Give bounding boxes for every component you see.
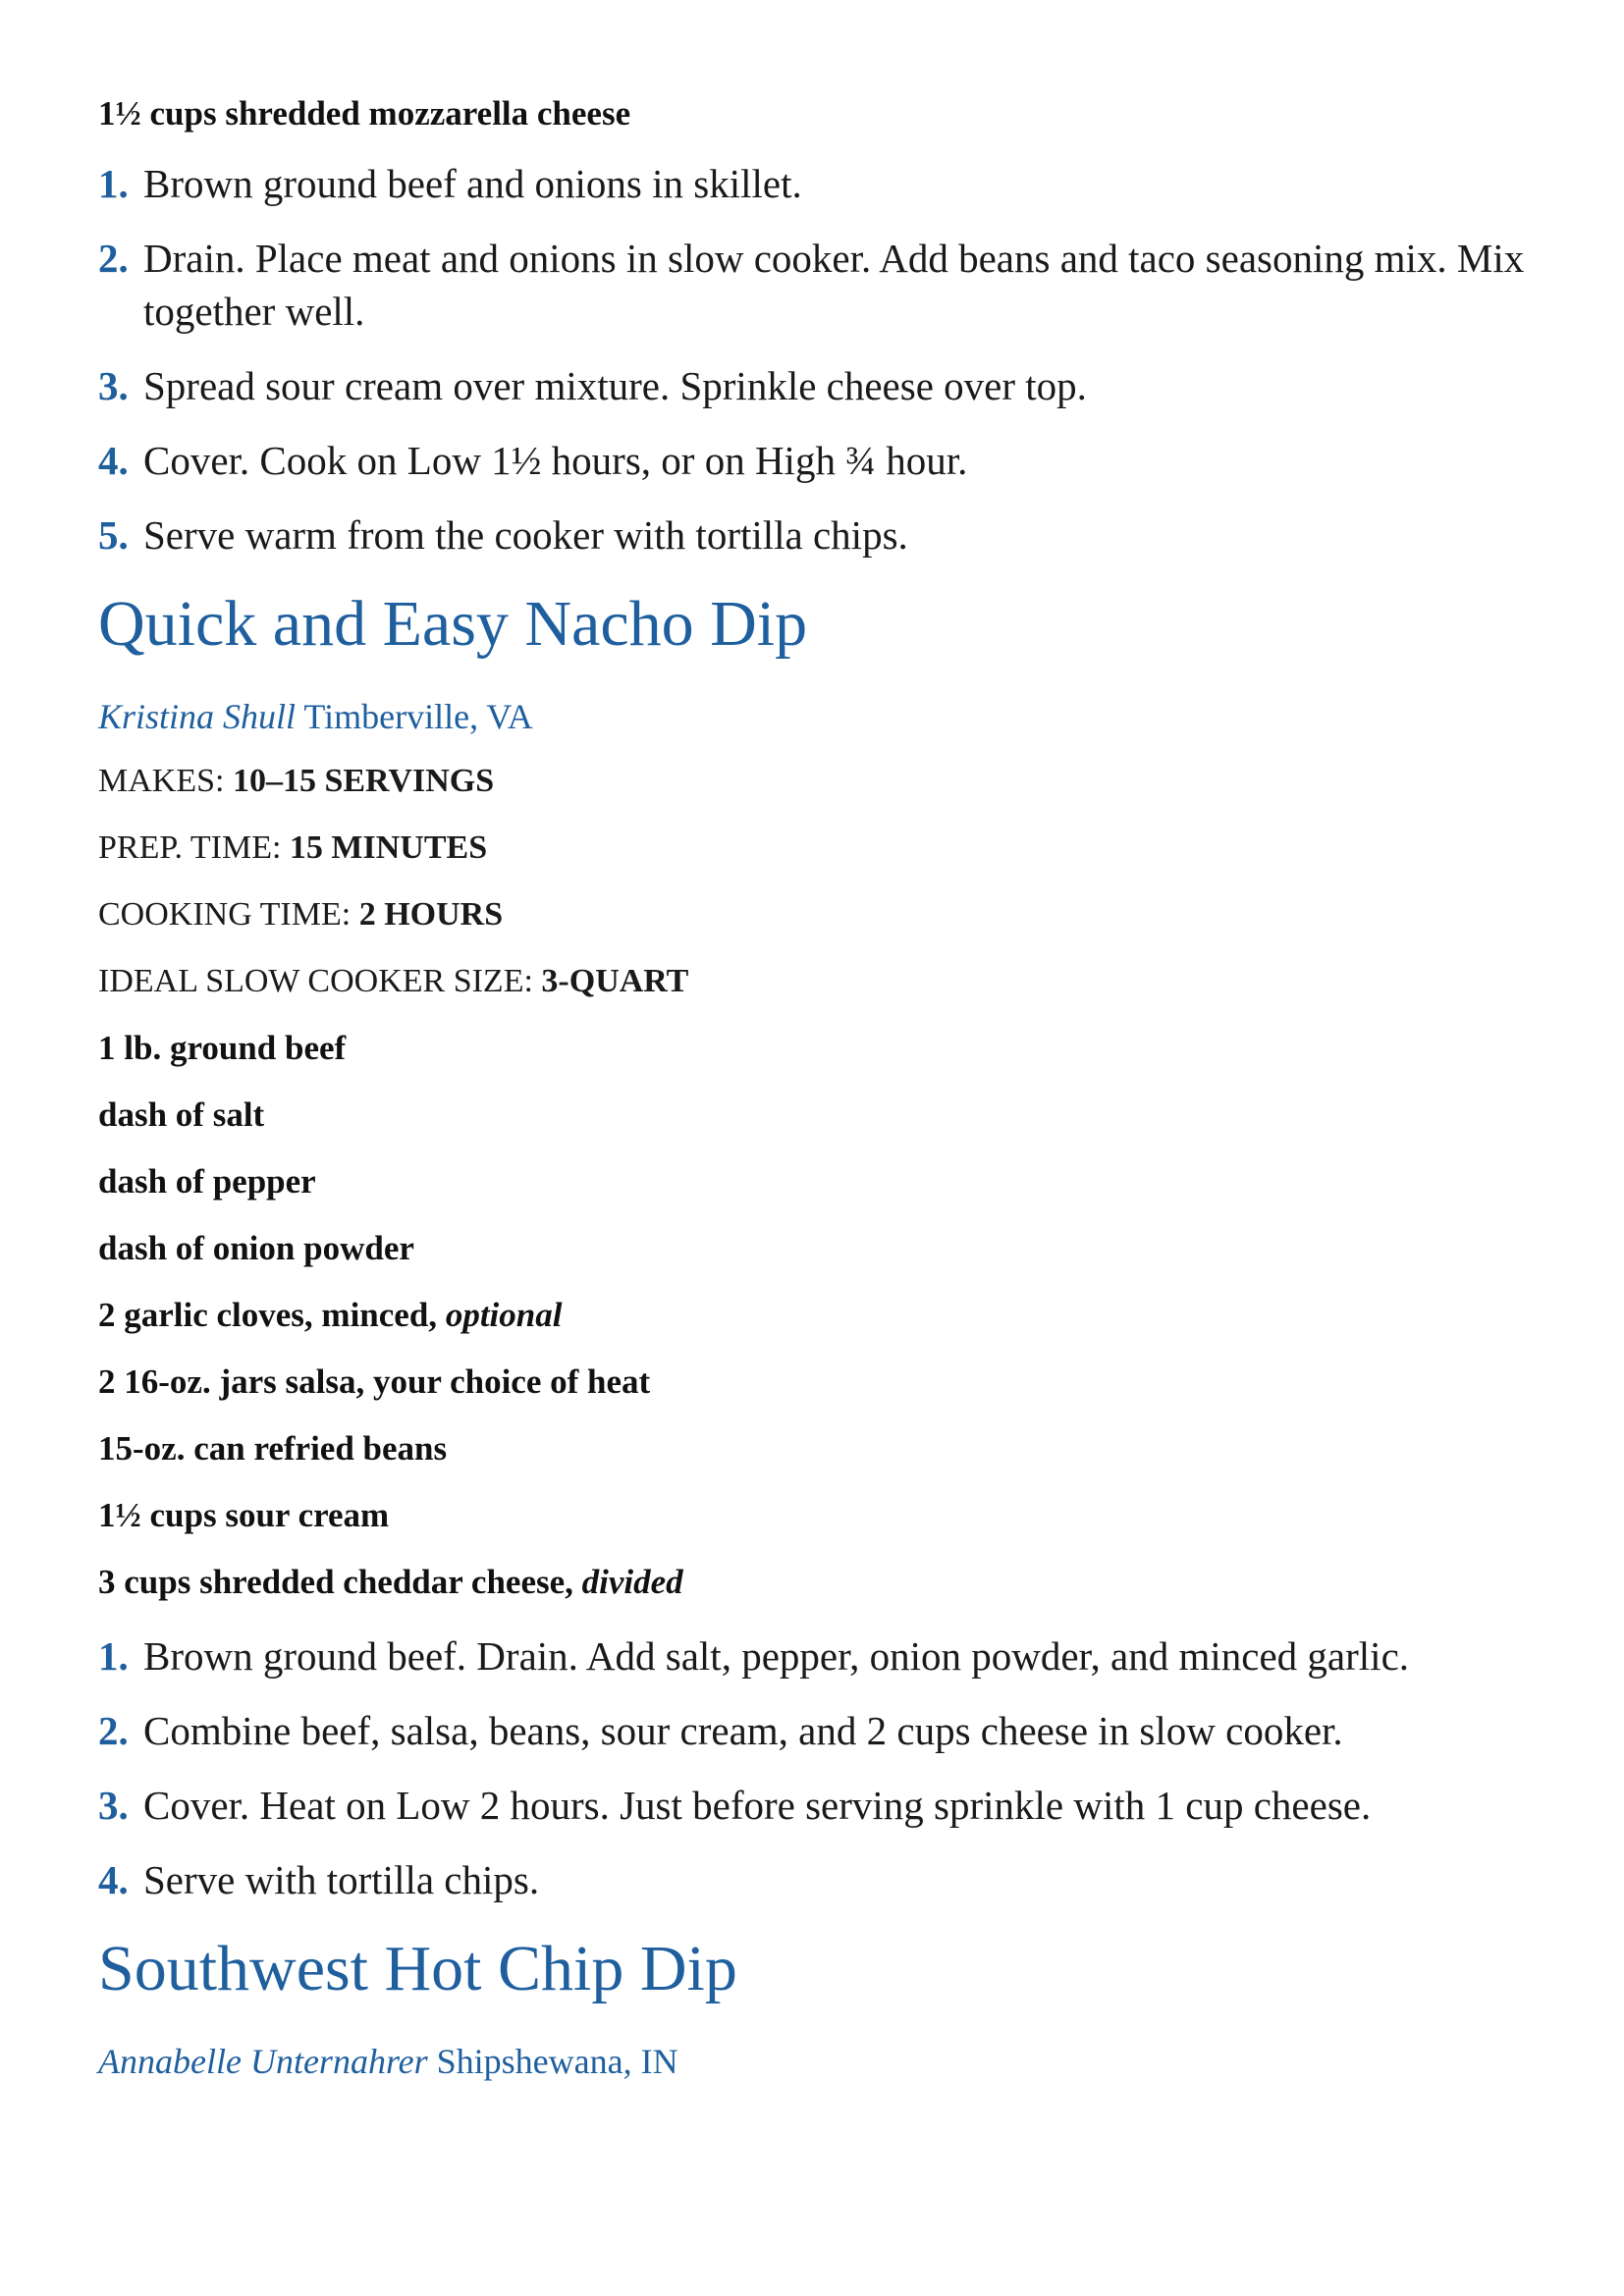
step-item <box>98 508 1532 561</box>
ingredient-mozzarella: 1½ cups shredded mozzarella cheese <box>98 94 631 133</box>
step-text: Spread sour cream over mixture. Sprinkle cheese over top. <box>143 363 1087 408</box>
step-item <box>98 434 1532 487</box>
step-number: 2. <box>98 236 129 281</box>
step-text: Cover. Heat on Low 2 hours. Just before serving sprinkle with 1 cup cheese. <box>143 1783 1372 1828</box>
ingredient-item: dash of onion powder <box>98 1229 414 1267</box>
step-number: 4. <box>98 438 129 483</box>
step-text: Serve warm from the cooker with tortilla chips. <box>143 512 908 558</box>
step-text: Brown ground beef. Drain. Add salt, pepper, onion powder, and minced garlic. <box>143 1633 1410 1679</box>
contributor-line <box>98 2040 1532 2083</box>
ingredient-text: 2 garlic cloves, minced, <box>98 1296 438 1334</box>
ingredient-item-garlic <box>98 1296 1532 1335</box>
cooking-time-value: 2 HOURS <box>358 896 504 933</box>
step-number: 4. <box>98 1857 129 1902</box>
contributor-name: Annabelle Unternahrer <box>98 2042 428 2081</box>
step-number: 1. <box>98 1633 129 1679</box>
step-number: 1. <box>98 161 129 206</box>
cooker-size-value: 3-QUART <box>541 963 689 999</box>
makes-value: 10–15 SERVINGS <box>232 763 495 799</box>
prep-time-value: 15 MINUTES <box>289 829 488 866</box>
step-text: Serve with tortilla chips. <box>143 1857 540 1902</box>
step-item <box>98 232 1532 338</box>
previous-recipe-steps <box>98 157 1532 561</box>
step-item <box>98 1629 1532 1682</box>
ingredient-item: 15-oz. can refried beans <box>98 1429 448 1468</box>
makes-line <box>98 762 1532 801</box>
ingredient-note: divided <box>581 1563 683 1601</box>
cooker-size-label: IDEAL SLOW COOKER SIZE: <box>98 963 533 999</box>
ingredient-item: dash of pepper <box>98 1162 316 1201</box>
step-item <box>98 359 1532 412</box>
ingredient-item: 1 lb. ground beef <box>98 1029 347 1067</box>
step-text: Combine beef, salsa, beans, sour cream, and 2 cups cheese in slow cooker. <box>143 1708 1343 1753</box>
ingredient-note: optional <box>445 1296 563 1334</box>
cooker-size-line <box>98 962 1532 1001</box>
recipe-title-nacho-dip: Quick and Easy Nacho Dip <box>98 588 808 660</box>
ingredient-text: 3 cups shredded cheddar cheese, <box>98 1563 573 1601</box>
contributor-name: Kristina Shull <box>98 697 297 736</box>
contributor-location: Timberville, VA <box>303 697 533 736</box>
ingredient-item-cheddar <box>98 1563 1532 1602</box>
step-number: 3. <box>98 1783 129 1828</box>
ingredient-item: dash of salt <box>98 1095 265 1134</box>
ingredient-item: 1½ cups sour cream <box>98 1496 390 1534</box>
recipe-title-southwest-dip: Southwest Hot Chip Dip <box>98 1933 737 2004</box>
step-item <box>98 1704 1532 1757</box>
nacho-dip-steps <box>98 1629 1532 1906</box>
prep-time-line <box>98 828 1532 868</box>
step-text: Brown ground beef and onions in skillet. <box>143 161 802 206</box>
step-item <box>98 157 1532 210</box>
contributor-location: Shipshewana, IN <box>436 2042 678 2081</box>
contributor-line <box>98 695 1532 738</box>
step-number: 3. <box>98 363 129 408</box>
recipe-page <box>98 94 1532 2107</box>
step-number: 2. <box>98 1708 129 1753</box>
cooking-time-line <box>98 895 1532 934</box>
ingredient-item: 2 16-oz. jars salsa, your choice of heat <box>98 1362 651 1401</box>
step-text: Drain. Place meat and onions in slow cooker. Add beans and taco seasoning mix. Mix together well. <box>143 236 1525 334</box>
step-text: Cover. Cook on Low 1½ hours, or on High ¾ hour. <box>143 438 968 483</box>
step-item <box>98 1779 1532 1832</box>
makes-label: MAKES: <box>98 763 225 799</box>
step-item <box>98 1853 1532 1906</box>
prep-time-label: PREP. TIME: <box>98 829 282 866</box>
step-number: 5. <box>98 512 129 558</box>
cooking-time-label: COOKING TIME: <box>98 896 352 933</box>
